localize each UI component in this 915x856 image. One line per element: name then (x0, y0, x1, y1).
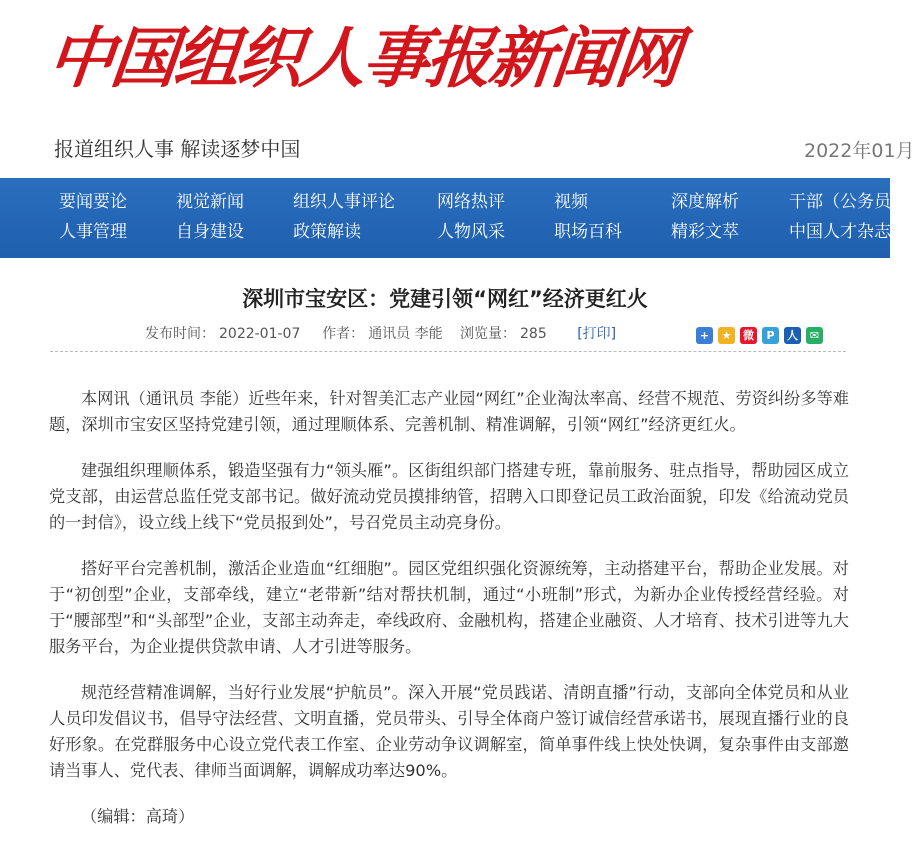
author-name: 通讯员 李能 (368, 326, 443, 342)
article-paragraph: 规范经营精准调解，当好行业发展“护航员”。深入开展“党员践诺、清朗直播”行动，支部向全体党员和从业人员印发倡议书，倡导守法经营、文明直播，党员带头、引导全体商户签订诚信经营承诺书，展现直播行业的良好形象。在党群服务中心设立党代表工作室、企业劳动争议调解室，简单事件线上快处快调，复杂事件由支部邀请当事人、党代表、律师当面调解，调解成功率达90%。 (49, 683, 849, 780)
nav-row-1 (0, 187, 890, 217)
nav-row-2 (0, 217, 890, 247)
header-date: 2022年01月 (804, 140, 915, 162)
nav-item-civil-servants[interactable]: 干部（公务员 (789, 192, 891, 212)
article-body (49, 386, 849, 830)
views-count: 285 (520, 326, 547, 342)
tencent-weibo-share-icon[interactable]: P (762, 327, 779, 344)
nav-item-selected-articles[interactable]: 精彩文萃 (671, 222, 739, 242)
publish-date: 2022-01-07 (219, 326, 301, 342)
article-paragraph: 本网讯（通讯员 李能）近些年来，针对智美汇志产业园“网红”企业淘汰率高、经营不规范、劳资纠纷多等难题，深圳市宝安区坚持党建引领，通过理顺体系、完善机制、精准调解，引领“网红”经济更红火。 (49, 389, 849, 434)
nav-item-career[interactable]: 职场百科 (554, 222, 622, 242)
nav-item-hot-comments[interactable]: 网络热评 (437, 192, 505, 212)
renren-share-icon[interactable]: 人 (784, 327, 801, 344)
site-slogan: 报道组织人事 解读逐梦中国 (54, 137, 301, 161)
nav-item-hr-management[interactable]: 人事管理 (59, 222, 127, 242)
nav-item-talent-magazine[interactable]: 中国人才杂志 (789, 222, 891, 242)
article-paragraph: 建强组织理顺体系，锻造坚强有力“领头雁”。区街组织部门搭建专班，靠前服务、驻点指导，帮助园区成立党支部，由运营总监任党支部书记。做好流动党员摸排纳管，招聘入口即登记员工政治面貌，印发《给流动党员的一封信》，设立线上线下“党员报到处”，号召党员主动亮身份。 (49, 461, 849, 532)
weibo-share-icon[interactable]: 微 (740, 327, 757, 344)
article-editor: （编辑：高琦） (81, 807, 195, 826)
nav-item-profiles[interactable]: 人物风采 (437, 222, 505, 242)
meta-divider (50, 351, 846, 352)
article-title: 深圳市宝安区：党建引领“网红”经济更红火 (242, 287, 648, 311)
nav-item-video[interactable]: 视频 (554, 192, 588, 212)
nav-item-hr-commentary[interactable]: 组织人事评论 (293, 192, 395, 212)
main-nav (0, 178, 890, 258)
article-meta (145, 323, 616, 343)
print-link[interactable]: [打印] (577, 326, 617, 342)
nav-item-policy[interactable]: 政策解读 (293, 222, 361, 242)
qzone-share-icon[interactable]: ★ (718, 327, 735, 344)
views-label: 浏览量： (460, 326, 516, 342)
nav-item-in-depth[interactable]: 深度解析 (671, 192, 739, 212)
author-label: 作者： (322, 326, 365, 342)
nav-item-headlines[interactable]: 要闻要论 (59, 192, 127, 212)
publish-label: 发布时间： (145, 326, 215, 342)
wechat-share-icon[interactable]: ✉ (806, 327, 823, 344)
article-paragraph: 搭好平台完善机制，激活企业造血“红细胞”。园区党组织强化资源统筹，主动搭建平台，帮助企业发展。对于“初创型”企业，支部牵线，建立“老带新”结对帮扶机制，通过“小班制”形式，为新办企业传授经营经验。对于“腰部型”和“头部型”企业，支部主动奔走，牵线政府、金融机构，搭建企业融资、人才培育、技术引进等九大服务平台，为企业提供贷款申请、人才引进等服务。 (49, 559, 849, 656)
share-bar (696, 327, 823, 344)
nav-item-self-building[interactable]: 自身建设 (176, 222, 244, 242)
nav-item-visual-news[interactable]: 视觉新闻 (176, 192, 244, 212)
site-logo[interactable]: 中国组织人事报新闻网 (43, 19, 683, 97)
plus-share-icon[interactable]: + (696, 327, 713, 344)
